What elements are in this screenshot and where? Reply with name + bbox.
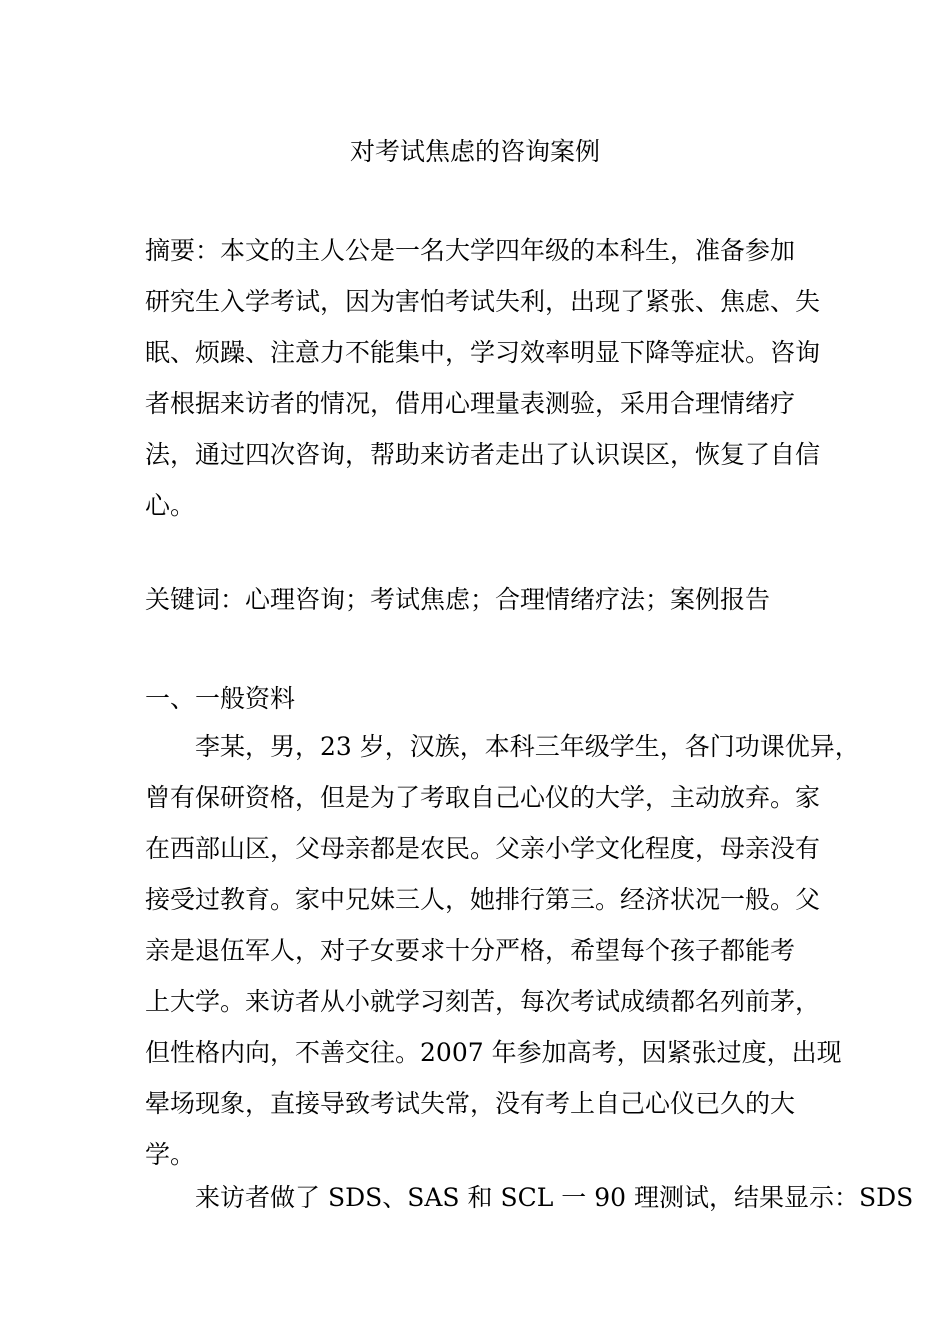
paragraph-line: 亲是退伍军人，对子女要求十分严格，希望每个孩子都能考 — [145, 936, 796, 965]
keywords-line: 关键词：心理咨询；考试焦虑；合理情绪疗法；案例报告 — [145, 585, 771, 614]
abstract-line: 者根据来访者的情况，借用心理量表测验，采用合理情绪疗 — [145, 389, 796, 418]
paragraph-tests — [145, 1172, 914, 1223]
paragraph-line: 上大学。来访者从小就学习刻苦，每次考试成绩都名列前茅， — [145, 987, 821, 1016]
abstract-line: 眠、烦躁、注意力不能集中，学习效率明显下降等症状。咨询 — [145, 338, 821, 367]
abstract-line: 法，通过四次咨询，帮助来访者走出了认识误区，恢复了自信 — [145, 440, 821, 469]
paragraph-line: 李某，男，23 岁，汉族，本科三年级学生，各门功课优异， — [195, 732, 860, 761]
paragraph-line: 晕场现象，直接导致考试失常，没有考上自己心仪已久的大 — [145, 1089, 796, 1118]
abstract-line: 心。 — [145, 491, 196, 520]
keywords — [145, 574, 810, 625]
paragraph-line: 来访者做了 SDS、SAS 和 SCL 一 90 理测试，结果显示：SDS — [195, 1183, 914, 1212]
paragraph-line: 曾有保研资格，但是为了考取自己心仪的大学，主动放弃。家 — [145, 783, 821, 812]
paragraph-line: 接受过教育。家中兄妹三人，她排行第三。经济状况一般。父 — [145, 885, 821, 914]
paragraph-line: 在西部山区，父母亲都是农民。父亲小学文化程度，母亲没有 — [145, 834, 821, 863]
paragraph-general-info — [145, 721, 860, 1180]
abstract — [145, 225, 821, 531]
paragraph-line: 学。 — [145, 1140, 196, 1169]
paragraph-line: 但性格内向，不善交往。2007 年参加高考，因紧张过度，出现 — [145, 1038, 842, 1067]
section-heading — [145, 673, 810, 724]
document-title: 对考试焦虑的咨询案例 — [349, 137, 600, 166]
section-heading-text: 一、一般资料 — [145, 684, 296, 713]
abstract-line: 研究生入学考试，因为害怕考试失利，出现了紧张、焦虑、失 — [145, 287, 821, 316]
abstract-line: 摘要：本文的主人公是一名大学四年级的本科生，准备参加 — [145, 236, 796, 265]
